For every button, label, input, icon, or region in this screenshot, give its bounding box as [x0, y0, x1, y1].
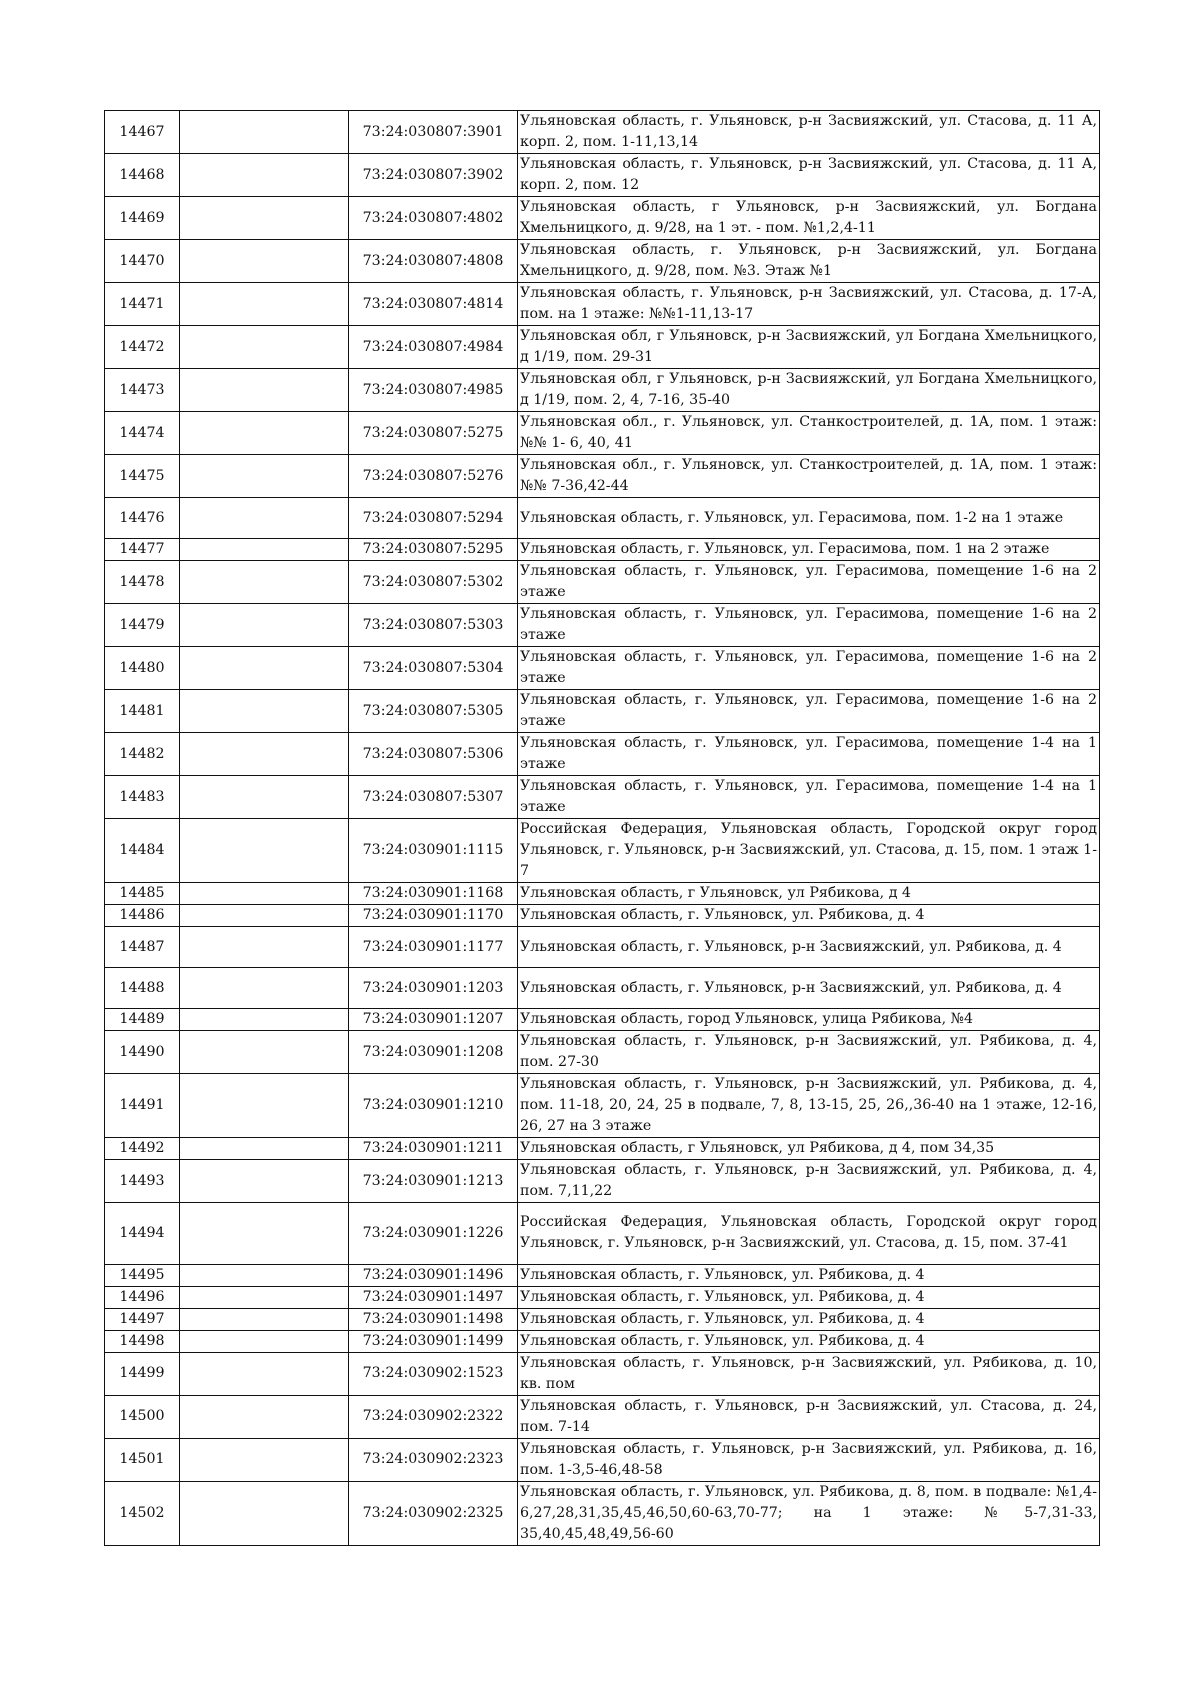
address-cell: Ульяновская область, г. Ульяновск, ул. Герасимова, помещение 1-4 на 1 этаже [518, 776, 1100, 819]
row-number-cell: 14497 [105, 1308, 180, 1330]
row-number-cell: 14483 [105, 776, 180, 819]
address-cell: Ульяновская область, г. Ульяновск, ул. Герасимова, помещение 1-4 на 1 этаже [518, 733, 1100, 776]
table-row [105, 369, 1100, 412]
cadastral-number-cell: 73:24:030901:1497 [349, 1286, 518, 1308]
cadastral-number-cell: 73:24:030901:1211 [349, 1138, 518, 1160]
address-cell: Ульяновская область, г. Ульяновск, р-н Засвияжский, ул. Рябикова, д. 4, пом. 27-30 [518, 1031, 1100, 1074]
table-row [105, 1203, 1100, 1265]
address-cell: Ульяновская область, г. Ульяновск, ул. Герасимова, помещение 1-6 на 2 этаже [518, 647, 1100, 690]
table-row [105, 154, 1100, 197]
row-number-cell: 14496 [105, 1286, 180, 1308]
property-registry-table [104, 110, 1100, 1546]
empty-cell [180, 240, 349, 283]
row-number-cell: 14500 [105, 1395, 180, 1438]
empty-cell [180, 1074, 349, 1138]
row-number-cell: 14486 [105, 905, 180, 927]
cadastral-number-cell: 73:24:030807:4984 [349, 326, 518, 369]
cadastral-number-cell: 73:24:030901:1496 [349, 1264, 518, 1286]
cadastral-number-cell: 73:24:030807:5305 [349, 690, 518, 733]
empty-cell [180, 455, 349, 498]
empty-cell [180, 647, 349, 690]
row-number-cell: 14502 [105, 1481, 180, 1545]
address-cell: Ульяновская область, г. Ульяновск, р-н Засвияжский, ул. Рябикова, д. 10, кв. пом [518, 1352, 1100, 1395]
empty-cell [180, 1160, 349, 1203]
empty-cell [180, 1308, 349, 1330]
address-cell: Ульяновская область, г. Ульяновск, р-н Засвияжский, ул. Рябикова, д. 4, пом. 7,11,22 [518, 1160, 1100, 1203]
row-number-cell: 14495 [105, 1264, 180, 1286]
empty-cell [180, 1203, 349, 1265]
table-row [105, 1264, 1100, 1286]
address-cell: Ульяновская область, г. Ульяновск, р-н Засвияжский, ул. Стасова, д. 17-А, пом. на 1 этаже: №№1-11,13-17 [518, 283, 1100, 326]
empty-cell [180, 883, 349, 905]
table-row [105, 539, 1100, 561]
row-number-cell: 14478 [105, 561, 180, 604]
cadastral-number-cell: 73:24:030807:3902 [349, 154, 518, 197]
cadastral-number-cell: 73:24:030807:4814 [349, 283, 518, 326]
address-cell: Ульяновская область, г. Ульяновск, ул. Рябикова, д. 4 [518, 1286, 1100, 1308]
address-cell: Ульяновская обл., г. Ульяновск, ул. Станкостроителей, д. 1А, пом. 1 этаж: №№ 7-36,42-44 [518, 455, 1100, 498]
table-row [105, 1330, 1100, 1352]
table-row [105, 883, 1100, 905]
empty-cell [180, 369, 349, 412]
cadastral-number-cell: 73:24:030807:5302 [349, 561, 518, 604]
cadastral-number-cell: 73:24:030901:1168 [349, 883, 518, 905]
table-row [105, 819, 1100, 883]
row-number-cell: 14499 [105, 1352, 180, 1395]
address-cell: Ульяновская область, г. Ульяновск, р-н Засвияжский, ул. Рябикова, д. 4, пом. 11-18, 20, 24, 25 в подвале, 7, 8, 13-15, 25, 26,,36-40 на 1 этаже, 12-16, 26, 27 на 3 этаже [518, 1074, 1100, 1138]
row-number-cell: 14484 [105, 819, 180, 883]
address-cell: Ульяновская область, г. Ульяновск, ул. Герасимова, помещение 1-6 на 2 этаже [518, 604, 1100, 647]
cadastral-number-cell: 73:24:030807:5294 [349, 498, 518, 539]
table-row [105, 1438, 1100, 1481]
table-row [105, 1481, 1100, 1545]
table-row [105, 1074, 1100, 1138]
cadastral-number-cell: 73:24:030901:1210 [349, 1074, 518, 1138]
cadastral-number-cell: 73:24:030902:2322 [349, 1395, 518, 1438]
row-number-cell: 14475 [105, 455, 180, 498]
table-row [105, 412, 1100, 455]
row-number-cell: 14493 [105, 1160, 180, 1203]
cadastral-number-cell: 73:24:030901:1226 [349, 1203, 518, 1265]
table-row [105, 690, 1100, 733]
empty-cell [180, 1438, 349, 1481]
row-number-cell: 14470 [105, 240, 180, 283]
table-row [105, 197, 1100, 240]
row-number-cell: 14479 [105, 604, 180, 647]
address-cell: Ульяновская область, г. Ульяновск, р-н Засвияжский, ул. Стасова, д. 24, пом. 7-14 [518, 1395, 1100, 1438]
empty-cell [180, 1264, 349, 1286]
table-row [105, 326, 1100, 369]
address-cell: Ульяновская область, г. Ульяновск, ул. Герасимова, пом. 1-2 на 1 этаже [518, 498, 1100, 539]
address-cell: Ульяновская область, г. Ульяновск, р-н Засвияжский, ул. Стасова, д. 11 А, корп. 2, пом. 12 [518, 154, 1100, 197]
row-number-cell: 14485 [105, 883, 180, 905]
cadastral-number-cell: 73:24:030901:1207 [349, 1009, 518, 1031]
row-number-cell: 14494 [105, 1203, 180, 1265]
row-number-cell: 14498 [105, 1330, 180, 1352]
document-page [104, 110, 1099, 1546]
table-row [105, 604, 1100, 647]
empty-cell [180, 561, 349, 604]
row-number-cell: 14477 [105, 539, 180, 561]
table-row [105, 733, 1100, 776]
row-number-cell: 14469 [105, 197, 180, 240]
address-cell: Ульяновская область, г. Ульяновск, ул. Рябикова, д. 4 [518, 1330, 1100, 1352]
row-number-cell: 14468 [105, 154, 180, 197]
cadastral-number-cell: 73:24:030807:5276 [349, 455, 518, 498]
address-cell: Ульяновская область, г. Ульяновск, ул. Рябикова, д. 4 [518, 905, 1100, 927]
cadastral-number-cell: 73:24:030901:1177 [349, 927, 518, 968]
row-number-cell: 14487 [105, 927, 180, 968]
address-cell: Ульяновская область, г. Ульяновск, ул. Рябикова, д. 4 [518, 1308, 1100, 1330]
address-cell: Ульяновская область, г. Ульяновск, ул. Рябикова, д. 8, пом. в подвале: №1,4-6,27,28,31,35,45,46,50,60-63,70-77; на 1 этаже: №5-7,31-33, 35,40,45,48,49,56-60 [518, 1481, 1100, 1545]
address-cell: Ульяновская область, г. Ульяновск, р-н Засвияжский, ул. Рябикова, д. 16, пом. 1-3,5-46,48-58 [518, 1438, 1100, 1481]
empty-cell [180, 1330, 349, 1352]
cadastral-number-cell: 73:24:030807:3901 [349, 111, 518, 154]
cadastral-number-cell: 73:24:030902:2325 [349, 1481, 518, 1545]
address-cell: Ульяновская область, г. Ульяновск, р-н Засвияжский, ул. Богдана Хмельницкого, д. 9/28, пом. №3. Этаж №1 [518, 240, 1100, 283]
address-cell: Ульяновская область, г Ульяновск, р-н Засвияжский, ул. Богдана Хмельницкого, д. 9/28, на 1 эт. - пом. №1,2,4-11 [518, 197, 1100, 240]
address-cell: Ульяновская область, г. Ульяновск, р-н Засвияжский, ул. Рябикова, д. 4 [518, 927, 1100, 968]
table-row [105, 776, 1100, 819]
address-cell: Ульяновская область, г Ульяновск, ул Рябикова, д 4, пом 34,35 [518, 1138, 1100, 1160]
address-cell: Ульяновская обл, г Ульяновск, р-н Засвияжский, ул Богдана Хмельницкого, д 1/19, пом. 2, 4, 7-16, 35-40 [518, 369, 1100, 412]
empty-cell [180, 154, 349, 197]
empty-cell [180, 968, 349, 1009]
cadastral-number-cell: 73:24:030901:1170 [349, 905, 518, 927]
empty-cell [180, 1009, 349, 1031]
table-row [105, 561, 1100, 604]
address-cell: Ульяновская область, г. Ульяновск, р-н Засвияжский, ул. Рябикова, д. 4 [518, 968, 1100, 1009]
address-cell: Ульяновская область, г. Ульяновск, ул. Герасимова, помещение 1-6 на 2 этаже [518, 561, 1100, 604]
empty-cell [180, 819, 349, 883]
table-row [105, 283, 1100, 326]
cadastral-number-cell: 73:24:030807:5307 [349, 776, 518, 819]
row-number-cell: 14471 [105, 283, 180, 326]
address-cell: Ульяновская обл, г Ульяновск, р-н Засвияжский, ул Богдана Хмельницкого, д 1/19, пом. 29-31 [518, 326, 1100, 369]
table-row [105, 111, 1100, 154]
table-row [105, 927, 1100, 968]
cadastral-number-cell: 73:24:030807:5306 [349, 733, 518, 776]
row-number-cell: 14492 [105, 1138, 180, 1160]
table-row [105, 1160, 1100, 1203]
cadastral-number-cell: 73:24:030901:1499 [349, 1330, 518, 1352]
row-number-cell: 14490 [105, 1031, 180, 1074]
empty-cell [180, 1481, 349, 1545]
empty-cell [180, 1286, 349, 1308]
table-row [105, 455, 1100, 498]
cadastral-number-cell: 73:24:030807:5275 [349, 412, 518, 455]
empty-cell [180, 1352, 349, 1395]
row-number-cell: 14480 [105, 647, 180, 690]
cadastral-number-cell: 73:24:030807:4808 [349, 240, 518, 283]
empty-cell [180, 690, 349, 733]
empty-cell [180, 927, 349, 968]
table-row [105, 968, 1100, 1009]
cadastral-number-cell: 73:24:030901:1213 [349, 1160, 518, 1203]
table-row [105, 1308, 1100, 1330]
row-number-cell: 14474 [105, 412, 180, 455]
address-cell: Ульяновская область, г. Ульяновск, р-н Засвияжский, ул. Стасова, д. 11 А, корп. 2, пом. 1-11,13,14 [518, 111, 1100, 154]
row-number-cell: 14467 [105, 111, 180, 154]
table-row [105, 1286, 1100, 1308]
address-cell: Российская Федерация, Ульяновская область, Городской округ город Ульяновск, г. Ульяновск, р-н Засвияжский, ул. Стасова, д. 15, пом. 1 этаж 1-7 [518, 819, 1100, 883]
empty-cell [180, 905, 349, 927]
table-row [105, 1395, 1100, 1438]
address-cell: Ульяновская область, г Ульяновск, ул Рябикова, д 4 [518, 883, 1100, 905]
empty-cell [180, 197, 349, 240]
table-row [105, 1009, 1100, 1031]
empty-cell [180, 1138, 349, 1160]
table-row [105, 1352, 1100, 1395]
table-row [105, 1031, 1100, 1074]
empty-cell [180, 1031, 349, 1074]
address-cell: Ульяновская область, г. Ульяновск, ул. Рябикова, д. 4 [518, 1264, 1100, 1286]
row-number-cell: 14501 [105, 1438, 180, 1481]
empty-cell [180, 776, 349, 819]
empty-cell [180, 733, 349, 776]
empty-cell [180, 498, 349, 539]
cadastral-number-cell: 73:24:030901:1203 [349, 968, 518, 1009]
cadastral-number-cell: 73:24:030807:4802 [349, 197, 518, 240]
table-row [105, 647, 1100, 690]
cadastral-number-cell: 73:24:030901:1115 [349, 819, 518, 883]
row-number-cell: 14491 [105, 1074, 180, 1138]
empty-cell [180, 412, 349, 455]
cadastral-number-cell: 73:24:030807:5304 [349, 647, 518, 690]
cadastral-number-cell: 73:24:030901:1498 [349, 1308, 518, 1330]
row-number-cell: 14481 [105, 690, 180, 733]
table-body [105, 111, 1100, 1546]
row-number-cell: 14482 [105, 733, 180, 776]
cadastral-number-cell: 73:24:030807:4985 [349, 369, 518, 412]
row-number-cell: 14476 [105, 498, 180, 539]
cadastral-number-cell: 73:24:030807:5303 [349, 604, 518, 647]
row-number-cell: 14473 [105, 369, 180, 412]
address-cell: Ульяновская область, г. Ульяновск, ул. Герасимова, помещение 1-6 на 2 этаже [518, 690, 1100, 733]
cadastral-number-cell: 73:24:030901:1208 [349, 1031, 518, 1074]
row-number-cell: 14472 [105, 326, 180, 369]
cadastral-number-cell: 73:24:030807:5295 [349, 539, 518, 561]
table-row [105, 905, 1100, 927]
empty-cell [180, 539, 349, 561]
empty-cell [180, 111, 349, 154]
address-cell: Ульяновская область, г. Ульяновск, ул. Герасимова, пом. 1 на 2 этаже [518, 539, 1100, 561]
table-row [105, 240, 1100, 283]
address-cell: Ульяновская область, город Ульяновск, улица Рябикова, №4 [518, 1009, 1100, 1031]
address-cell: Ульяновская обл., г. Ульяновск, ул. Станкостроителей, д. 1А, пом. 1 этаж: №№ 1- 6, 40, 41 [518, 412, 1100, 455]
empty-cell [180, 1395, 349, 1438]
cadastral-number-cell: 73:24:030902:2323 [349, 1438, 518, 1481]
empty-cell [180, 283, 349, 326]
row-number-cell: 14489 [105, 1009, 180, 1031]
empty-cell [180, 604, 349, 647]
empty-cell [180, 326, 349, 369]
cadastral-number-cell: 73:24:030902:1523 [349, 1352, 518, 1395]
row-number-cell: 14488 [105, 968, 180, 1009]
address-cell: Российская Федерация, Ульяновская область, Городской округ город Ульяновск, г. Ульяновск, р-н Засвияжский, ул. Стасова, д. 15, пом. 37-41 [518, 1203, 1100, 1265]
table-row [105, 498, 1100, 539]
table-row [105, 1138, 1100, 1160]
